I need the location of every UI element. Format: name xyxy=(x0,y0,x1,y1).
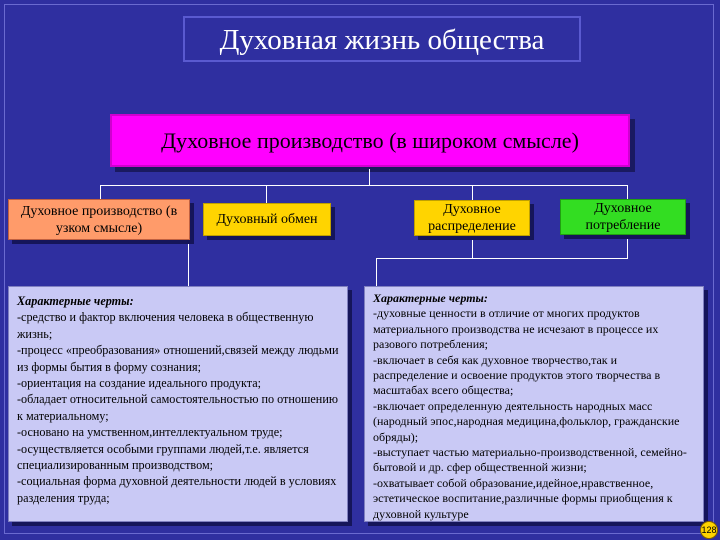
box-spiritual-consumption: Духовное потребление xyxy=(560,199,686,235)
connector-drop-1 xyxy=(100,185,101,199)
right-feature-item: -духовные ценности в отличие от многих продуктов материального производства не исчезают в процессе их разового потребления; xyxy=(373,306,659,352)
box-spiritual-exchange: Духовный обмен xyxy=(203,203,331,236)
connector-right-branch-v xyxy=(376,258,377,286)
left-feature-item: -процесс «преобразования» отношений,связей между людьми из формы бытия в форму сознания; xyxy=(17,343,339,374)
left-feature-item: -социальная форма духовной деятельности людей в условиях разделения труда; xyxy=(17,474,337,505)
connector-left-panel xyxy=(188,240,189,286)
right-feature-item: -выступает частью материально-производственной, семейно-бытовой и др. сфер общественной жизни; xyxy=(373,445,687,475)
left-feature-item: -средство и фактор включения человека в общественную жизнь; xyxy=(17,310,314,341)
connector-horizontal xyxy=(100,185,628,186)
right-panel-heading: Характерные черты: xyxy=(373,291,488,305)
page-number-badge: 128 xyxy=(700,521,718,539)
right-feature-item: -включает в себя как духовное творчество,так и распределение и освоение продуктов этого творчества в масштабах всего общества; xyxy=(373,352,661,398)
main-concept-box: Духовное производство (в широком смысле) xyxy=(110,114,630,167)
left-feature-item: -осуществляется особыми группами людей,т.е. является специализированным производством; xyxy=(17,441,309,473)
connector-right-drop-4 xyxy=(627,235,628,258)
connector-drop-3 xyxy=(472,185,473,200)
connector-drop-4 xyxy=(627,185,628,199)
right-feature-item: -охватывает собой образование,идейное,нравственное, эстетическое воспитание,различные формы приобщения к духовной культуре xyxy=(373,475,673,521)
left-feature-item: -обладает относительной самостоятельностью по отношению к материальному; xyxy=(17,392,338,423)
slide-title: Духовная жизнь общества xyxy=(183,16,581,62)
right-feature-item: -включает определенную деятельность народных масс (народный эпос,народная медицина,фольклор, гражданские обряды); xyxy=(373,398,680,444)
connector-trunk xyxy=(369,169,370,186)
connector-right-drop-3 xyxy=(472,236,473,258)
left-features-panel xyxy=(8,286,348,522)
connector-drop-2 xyxy=(266,185,267,203)
left-feature-item: -основано на умственном,интеллектуальном труде; xyxy=(17,425,283,440)
right-features-panel xyxy=(364,286,704,522)
box-spiritual-production-narrow: Духовное производство (в узком смысле) xyxy=(8,199,190,240)
left-feature-item: -ориентация на создание идеального продукта; xyxy=(17,376,262,391)
left-panel-heading: Характерные черты: xyxy=(17,294,134,308)
connector-right-branch-h xyxy=(376,258,628,259)
box-spiritual-distribution: Духовное распределение xyxy=(414,200,530,236)
